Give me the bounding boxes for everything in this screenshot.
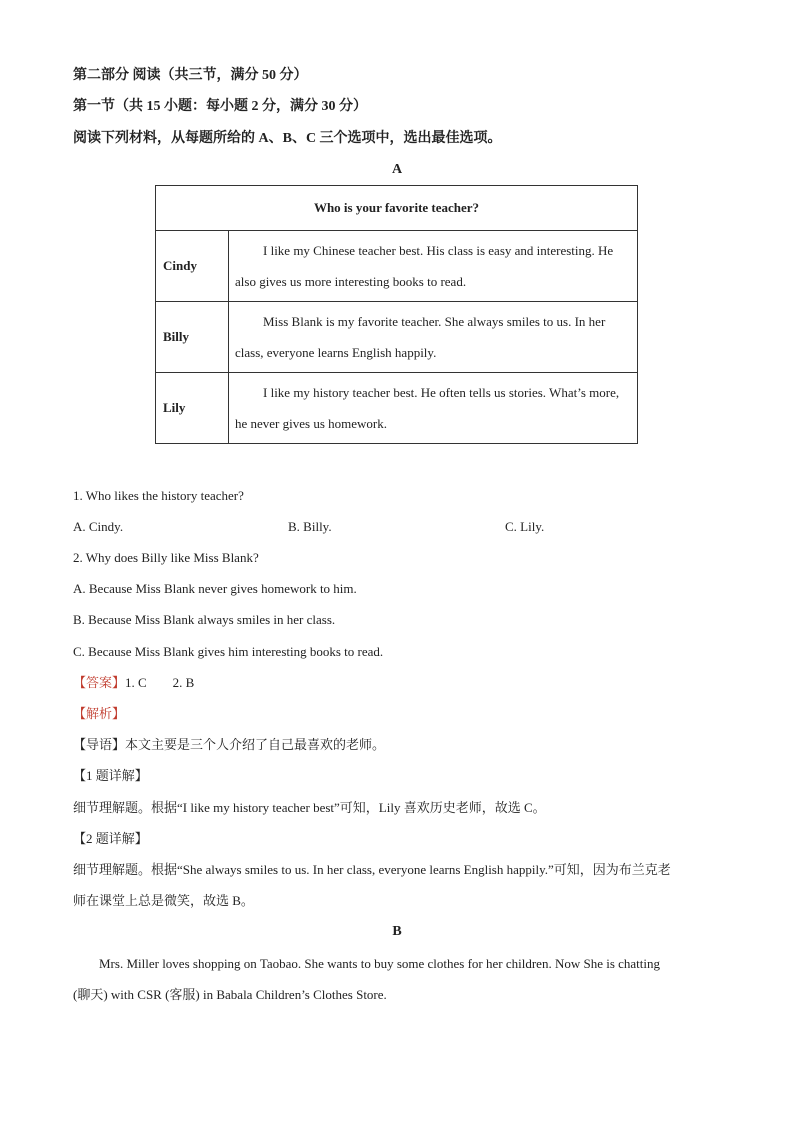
passage-b-label: B: [392, 924, 402, 939]
table-row: [156, 302, 638, 373]
answer-line: [73, 674, 194, 692]
instruction-text: 阅读下列材料，从每题所给的 A、B、C 三个选项中，选出最佳选项。: [73, 131, 502, 146]
detail-1-text: 细节理解题。根据“I like my history teacher best”可知，Lily 喜欢历史老师，故选 C。: [73, 800, 546, 815]
passage-b-line-1: Mrs. Miller loves shopping on Taobao. She wants to buy some clothes for her children. Now She is chatting: [99, 956, 661, 971]
detail-1-label: 【1 题详解】: [73, 768, 148, 783]
answer-text: 1. C 2. B: [125, 675, 195, 690]
analysis-label: 【解析】: [73, 706, 126, 721]
section-heading: 第一节（共 15 小题：每小题 2 分，满分 30 分）: [73, 99, 367, 114]
table-row: [156, 373, 638, 444]
row-text: I like my Chinese teacher best. His class is easy and interesting. He also gives us more interesting books to read.: [229, 231, 638, 302]
question-1-option-b: B. Billy.: [288, 519, 332, 534]
question-1-option-c: C. Lily.: [505, 519, 545, 534]
passage-a-label: A: [391, 162, 403, 177]
row-name: Billy: [156, 302, 229, 373]
detail-2-text-line-1: 细节理解题。根据“She always smiles to us. In her class, everyone learns English happily.”可知，因为布兰克老: [73, 862, 671, 877]
table-row: [156, 231, 638, 302]
table-header-row: [156, 186, 638, 231]
question-1-stem: 1. Who likes the history teacher?: [73, 488, 244, 503]
row-text: I like my history teacher best. He often tells us stories. What’s more, he never gives us homework.: [229, 373, 638, 444]
row-text: Miss Blank is my favorite teacher. She always smiles to us. In her class, everyone learns English happily.: [229, 302, 638, 373]
answer-label: 【答案】: [73, 675, 126, 690]
question-2-option-c: C. Because Miss Blank gives him interesting books to read.: [73, 644, 384, 659]
part-heading: 第二部分 阅读（共三节，满分 50 分）: [73, 68, 308, 83]
detail-2-label: 【2 题详解】: [73, 831, 148, 846]
favorite-teacher-table: [155, 185, 638, 444]
guide-line: [73, 736, 385, 754]
question-2-stem: 2. Why does Billy like Miss Blank?: [73, 550, 259, 565]
row-name: Cindy: [156, 231, 229, 302]
detail-2-text-line-2: 师在课堂上总是微笑，故选 B。: [73, 893, 254, 908]
guide-text: 本文主要是三个人介绍了自己最喜欢的老师。: [125, 737, 386, 752]
row-name: Lily: [156, 373, 229, 444]
passage-b-line-2: (聊天) with CSR (客服) in Babala Children’s Clothes Store.: [73, 987, 387, 1002]
question-2-option-a: A. Because Miss Blank never gives homework to him.: [73, 581, 357, 596]
question-1-option-a: A. Cindy.: [73, 519, 124, 534]
guide-label: 【导语】: [73, 737, 126, 752]
question-2-option-b: B. Because Miss Blank always smiles in her class.: [73, 612, 336, 627]
table-heading: Who is your favorite teacher?: [156, 186, 638, 231]
